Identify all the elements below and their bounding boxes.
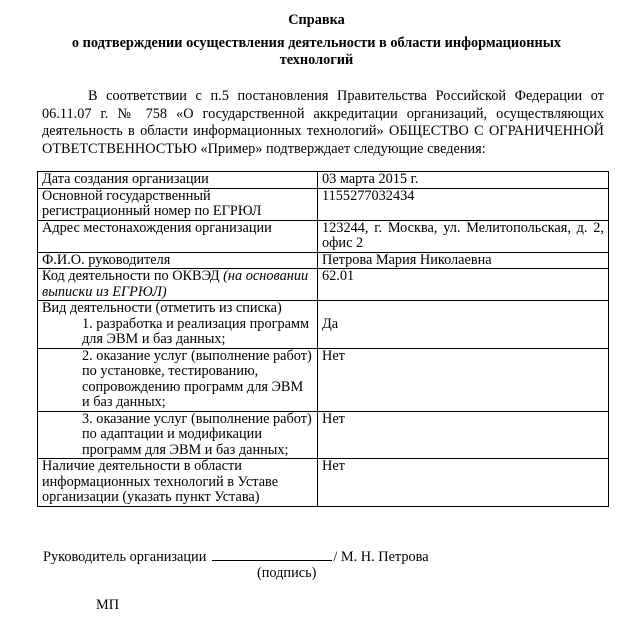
okved-label: Код деятельности по ОКВЭД bbox=[42, 268, 220, 284]
table-row bbox=[38, 348, 609, 411]
document-subtitle-line2: технологий bbox=[279, 52, 354, 68]
activity-label: Вид деятельности (отметить из списка) bbox=[42, 300, 282, 316]
okved-value: 62.01 bbox=[318, 269, 609, 301]
okved-note: (на основании выписки из ЕГРЮЛ) bbox=[42, 268, 309, 300]
ogrn-value: 1155277032434 bbox=[318, 188, 609, 220]
document-title: Справка bbox=[288, 12, 345, 28]
activity-item-1-value bbox=[318, 301, 609, 349]
activity-item-1-answer: Да bbox=[322, 315, 339, 332]
table-row bbox=[38, 172, 609, 189]
table-row bbox=[38, 252, 609, 269]
charter-value: Нет bbox=[318, 459, 609, 507]
table-row bbox=[38, 301, 609, 349]
signature-blank bbox=[212, 548, 332, 561]
signature-line bbox=[43, 548, 429, 566]
table-row bbox=[38, 269, 609, 301]
table-row bbox=[38, 220, 609, 252]
director-value: Петрова Мария Николаевна bbox=[318, 252, 609, 269]
intro-paragraph: В соответствии с п.5 постановления Правительства Российской Федерации от 06.11.07 г. № 758 «О государственной аккредитации организаций, осуществляющих деятельность в области информационных технологий» ОБЩЕСТВО С ОГРАНИЧЕННОЙ ОТВЕТСТВЕННОСТЬЮ «Пример» подтверждает следующие сведения: bbox=[42, 88, 604, 157]
info-table bbox=[37, 171, 609, 507]
signature-caption: (подпись) bbox=[257, 565, 317, 581]
director-label: Ф.И.О. руководителя bbox=[38, 252, 318, 269]
activity-item-3-value: Нет bbox=[318, 411, 609, 459]
document-subtitle-line1: о подтверждении осуществления деятельности в области информационных bbox=[71, 35, 562, 51]
table-row bbox=[38, 411, 609, 459]
stamp-place: МП bbox=[96, 597, 120, 613]
activity-item-2: 2. оказание услуг (выполнение работ) по установке, тестированию, сопровождению программ для ЭВМ и баз данных; bbox=[38, 348, 318, 411]
date-label: Дата создания организации bbox=[38, 172, 318, 189]
table-row bbox=[38, 459, 609, 507]
ogrn-label: Основной государственный регистрационный номер по ЕГРЮЛ bbox=[38, 188, 318, 220]
okved-cell bbox=[38, 269, 318, 301]
table-row bbox=[38, 188, 609, 220]
activity-cell bbox=[38, 301, 318, 349]
charter-label: Наличие деятельности в области информационных технологий в Уставе организации (указать пункт Устава) bbox=[38, 459, 318, 507]
address-label: Адрес местонахождения организации bbox=[38, 220, 318, 252]
activity-item-1: 1. разработка и реализация программ для ЭВМ и баз данных; bbox=[82, 315, 310, 347]
signature-name: / М. Н. Петрова bbox=[333, 549, 429, 565]
address-value: 123244, г. Москва, ул. Мелитопольская, д. 2, офис 2 bbox=[318, 220, 609, 252]
date-value: 03 марта 2015 г. bbox=[318, 172, 609, 189]
activity-item-2-value: Нет bbox=[318, 348, 609, 411]
activity-item-3: 3. оказание услуг (выполнение работ) по адаптации и модификации программ для ЭВМ и баз данных; bbox=[38, 411, 318, 459]
signature-role: Руководитель организации bbox=[43, 549, 207, 565]
